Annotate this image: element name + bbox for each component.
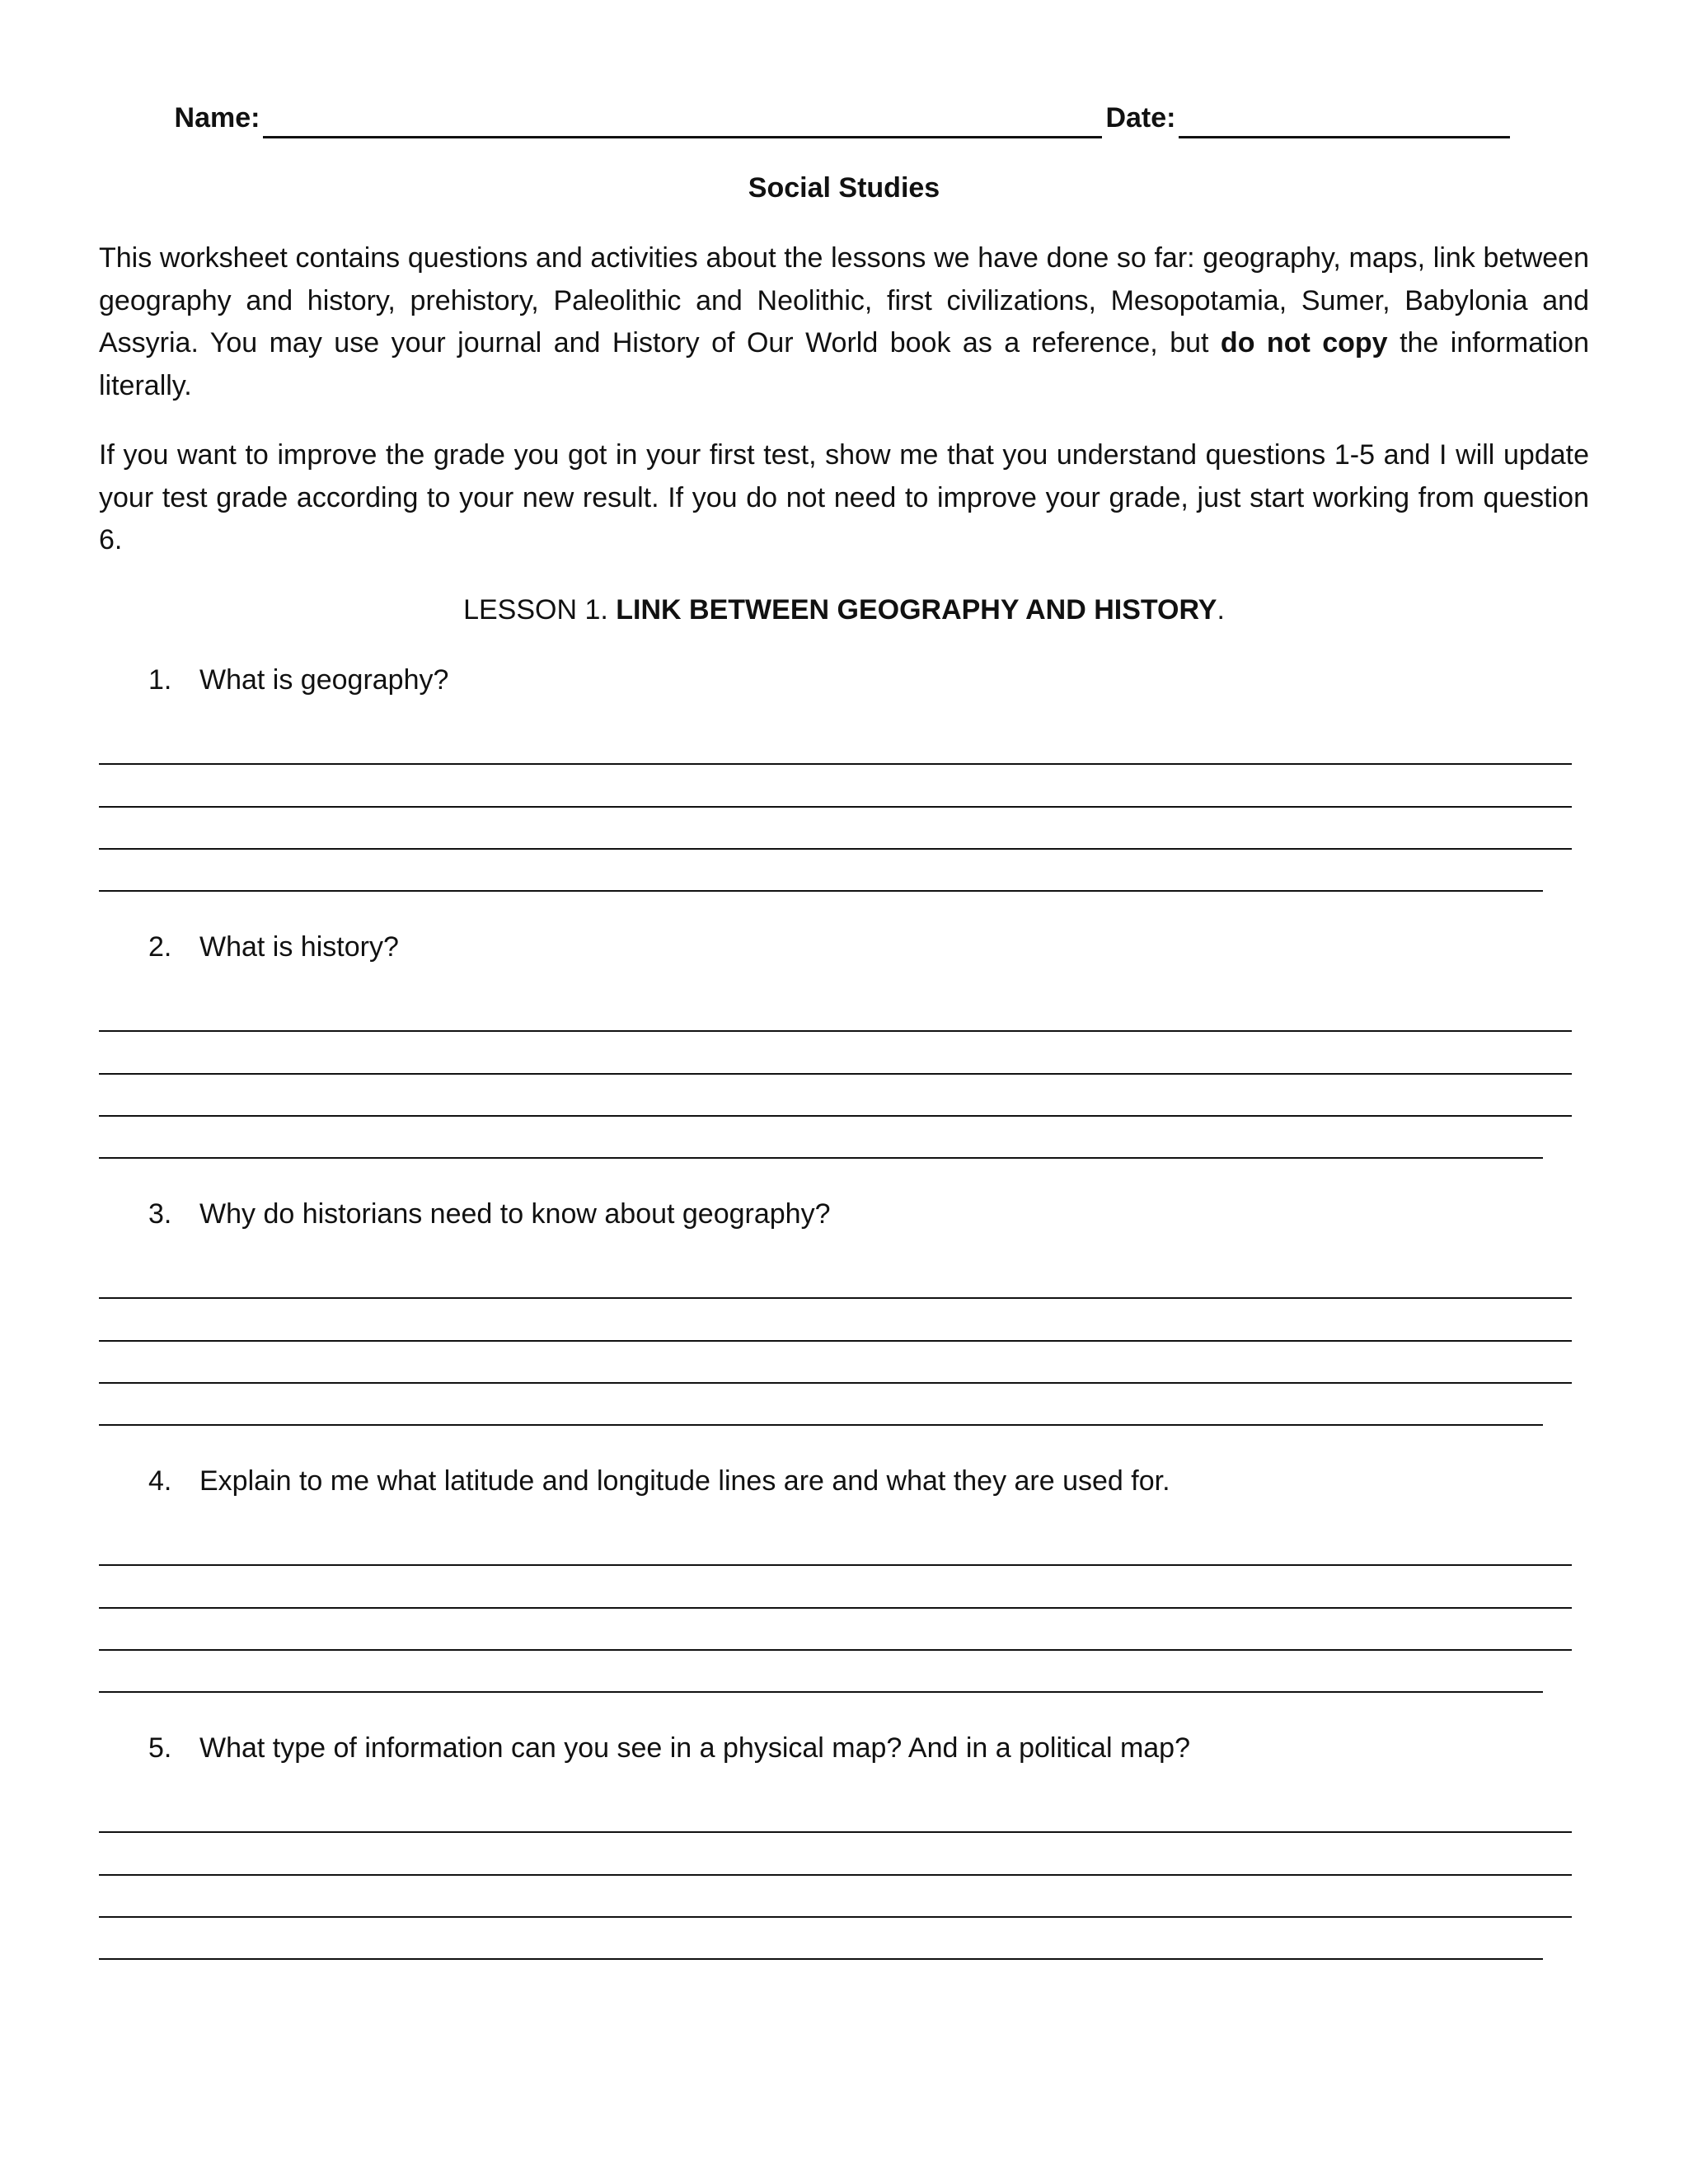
- question-3: [148, 1193, 831, 1235]
- intro-emphasis: do not copy: [1220, 327, 1388, 359]
- question-number: 2.: [148, 931, 172, 963]
- question-text: What is geography?: [199, 664, 449, 696]
- answer-line[interactable]: [99, 1874, 1572, 1876]
- page-title: Social Studies: [748, 172, 940, 204]
- date-blank[interactable]: [1179, 105, 1510, 138]
- answer-line[interactable]: [99, 1115, 1572, 1117]
- answer-line[interactable]: [99, 1297, 1572, 1299]
- question-1: [148, 659, 448, 701]
- intro-text-start: This worksheet contains questions and activities about the lessons we have done so far: geography, maps, link between geography and history, prehistory, Paleolithic and Neolithic, first civilizations, Mesopotamia, Sumer, Babylonia and Assyria. You may use your journal and History of Our World book as a reference, but: [99, 242, 1589, 359]
- answer-line[interactable]: [99, 1831, 1572, 1833]
- question-text: What type of information can you see in a physical map? And in a political map?: [199, 1732, 1191, 1764]
- lesson-suffix: .: [1217, 594, 1225, 626]
- question-5: [148, 1727, 1190, 1769]
- answer-line[interactable]: [99, 1916, 1572, 1918]
- answer-line[interactable]: [99, 763, 1572, 765]
- answer-line[interactable]: [99, 1649, 1572, 1651]
- answer-line[interactable]: [99, 1958, 1543, 1960]
- name-blank[interactable]: [263, 105, 1102, 138]
- lesson-prefix: LESSON 1.: [463, 594, 617, 626]
- answer-line[interactable]: [99, 848, 1572, 850]
- answer-line[interactable]: [99, 1340, 1572, 1342]
- answer-line[interactable]: [99, 1073, 1572, 1075]
- answer-line[interactable]: [99, 1691, 1543, 1693]
- date-label: Date:: [1105, 102, 1176, 134]
- answer-line[interactable]: [99, 1030, 1572, 1032]
- intro-paragraph: [99, 237, 1589, 407]
- answer-line[interactable]: [99, 1424, 1543, 1426]
- question-number: 5.: [148, 1732, 172, 1764]
- question-4: [148, 1460, 1170, 1502]
- answer-line[interactable]: [99, 1382, 1572, 1384]
- question-number: 1.: [148, 664, 172, 696]
- question-text: Explain to me what latitude and longitude lines are and what they are used for.: [199, 1465, 1170, 1497]
- name-label: Name:: [174, 102, 260, 134]
- question-text: What is history?: [199, 931, 399, 963]
- answer-line[interactable]: [99, 1607, 1572, 1609]
- improvement-paragraph: If you want to improve the grade you got in your first test, show me that you understand questions 1-5 and I will update your test grade according to your new result. If you do not need to improve your grade, just start working from question 6.: [99, 439, 1589, 555]
- intro-text-end: the information literally.: [99, 327, 1589, 401]
- question-number: 3.: [148, 1198, 172, 1230]
- question-text: Why do historians need to know about geography?: [199, 1198, 831, 1230]
- answer-line[interactable]: [99, 806, 1572, 808]
- answer-line[interactable]: [99, 890, 1543, 892]
- lesson-title: LINK BETWEEN GEOGRAPHY AND HISTORY: [616, 594, 1217, 626]
- question-number: 4.: [148, 1465, 172, 1497]
- header-line: [0, 97, 1688, 138]
- lesson-heading: [0, 589, 1688, 630]
- answer-line[interactable]: [99, 1157, 1543, 1159]
- question-2: [148, 926, 399, 968]
- answer-line[interactable]: [99, 1564, 1572, 1566]
